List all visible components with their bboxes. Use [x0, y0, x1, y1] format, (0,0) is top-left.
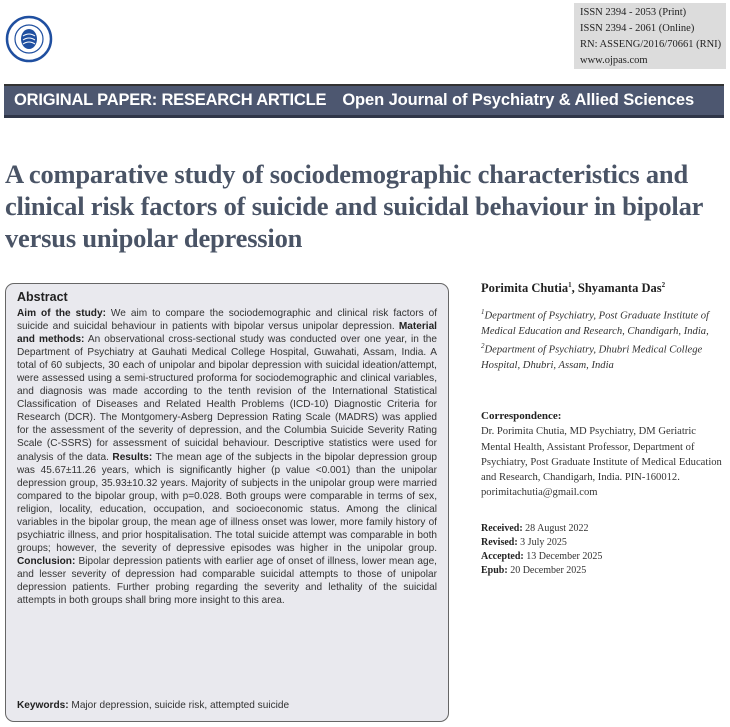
- date-accepted-label: Accepted:: [481, 551, 524, 562]
- date-received-label: Received:: [481, 523, 523, 534]
- conclusion-text: Bipolar depression patients with earlier age of onset of illness, lower mean age, and lesser severity of depression had comparable suicidal attempts to those of unipolar depression patients. Further probing regarding the severity and lethality of the suicidal attempts in both groups shall bring more insight to this area.: [17, 555, 437, 607]
- affiliation-1: Department of Psychiatry, Post Graduate Institute of Medical Education and Research, Chandigarh, India,: [481, 310, 710, 337]
- journal-name: Open Journal of Psychiatry & Allied Sciences: [342, 91, 695, 109]
- issn-info-box: [574, 3, 726, 69]
- journal-logo-icon: [4, 14, 54, 64]
- date-epub: [481, 564, 726, 578]
- date-accepted-value: 13 December 2025: [523, 551, 603, 562]
- correspondence-block: [481, 409, 726, 501]
- date-received: [481, 522, 726, 536]
- date-epub-value: 20 December 2025: [507, 565, 587, 576]
- article-type-banner: [4, 84, 724, 118]
- issn-print: ISSN 2394 - 2053 (Print): [580, 7, 687, 18]
- keywords-text: Major depression, suicide risk, attempted suicide: [68, 700, 290, 711]
- methods-label: Material and methods:: [17, 321, 437, 346]
- correspondence-body: Dr. Porimita Chutia, MD Psychiatry, DM Geriatric Mental Health, Assistant Professor, Department of Psychiatry, Post Graduate Institute of Medical Education and Research, Chandigarh, India. PIN-160012.: [481, 426, 722, 484]
- keywords-label: Keywords:: [17, 700, 69, 711]
- issn-online: ISSN 2394 - 2061 (Online): [580, 23, 695, 34]
- affil-2-marker: 2: [481, 342, 485, 351]
- journal-website-link[interactable]: www.ojpas.com: [580, 55, 648, 66]
- registration-number: RN: ASSENG/2016/70661 (RNI): [580, 39, 722, 50]
- methods-text: An observational cross-sectional study was conducted over one year, in the Department of Psychiatry at Gauhati Medical College Hospital, Guwahati, Assam, India. A total of 60 subjects, 30 each of unipolar and bipolar depression with suicidal ideation/attempt, were assessed using a semi-structured proforma for sociodemographic and clinical variables, and diagnosis was made according to the tenth revision of the International Statistical Classification of Diseases and Related Health Problems (ICD-10) Diagnostic Criteria for Research (DCR). The Montgomery-Asberg Depression Rating Scale (MADRS) was applied for the assessment of the severity of depression, and the Columbia Suicide Severity Rating Scale (C-SSRS) for assessment of suicidal behaviour. Descriptive statistics were used for analysis of the data.: [17, 334, 437, 463]
- correspondence-email-link[interactable]: porimitachutia@gmail.com: [481, 487, 598, 499]
- results-text: The mean age of the subjects in the bipolar depression group was 45.67±11.26 years, which is significantly higher (p value <0.001) than the unipolar depression group, 35.93±10.32 years. Majority of subjects in the unipolar group were married compared to the bipolar group, with p=0.028. Both groups were comparable in terms of sex, religion, locality, education, occupation, and socioeconomic status. Among the clinical variables in the bipolar group, the mean age of illness onset was lower, more family history of psychiatric illness, and prior hospitalisation. The total suicide attempt was comparable in both groups; however, the severity of depressive episodes was higher in the unipolar group.: [17, 451, 437, 554]
- aim-label: Aim of the study:: [17, 308, 106, 319]
- author-1: Porimita Chutia: [481, 281, 569, 296]
- author-2-affil-marker: 2: [661, 281, 666, 289]
- date-revised-label: Revised:: [481, 537, 518, 548]
- author-1-affil-marker: 1: [568, 281, 572, 289]
- article-dates: [481, 522, 726, 578]
- date-received-value: 28 August 2022: [522, 523, 589, 534]
- date-revised: [481, 536, 726, 550]
- article-type-label: ORIGINAL PAPER: RESEARCH ARTICLE: [14, 91, 327, 109]
- abstract-body: [17, 307, 437, 607]
- article-title: A comparative study of sociodemographic characteristics and clinical risk factors of suicide and suicidal behaviour in bipolar versus unipolar depression: [5, 159, 703, 253]
- affiliation-2: Department of Psychiatry, Dhubri Medical College Hospital, Dhubri, Assam, India: [481, 344, 703, 371]
- aim-text: We aim to compare the sociodemographic and clinical risk factors of suicide and suicidal behaviour in patients with bipolar versus unipolar depression.: [17, 308, 438, 333]
- author-separator: ,: [571, 281, 578, 296]
- affiliations: [481, 305, 726, 373]
- authors-line: [481, 281, 726, 296]
- date-revised-value: 3 July 2025: [517, 537, 567, 548]
- date-epub-label: Epub:: [481, 565, 508, 576]
- conclusion-label: Conclusion:: [17, 555, 76, 567]
- affil-1-marker: 1: [481, 308, 485, 316]
- keywords: [17, 700, 289, 711]
- author-2: Shyamanta Das: [577, 281, 662, 296]
- abstract-box: [5, 283, 449, 722]
- results-label: Results:: [112, 451, 153, 463]
- abstract-heading: Abstract: [17, 290, 68, 304]
- date-accepted: [481, 550, 726, 564]
- correspondence-heading: Correspondence:: [481, 410, 562, 422]
